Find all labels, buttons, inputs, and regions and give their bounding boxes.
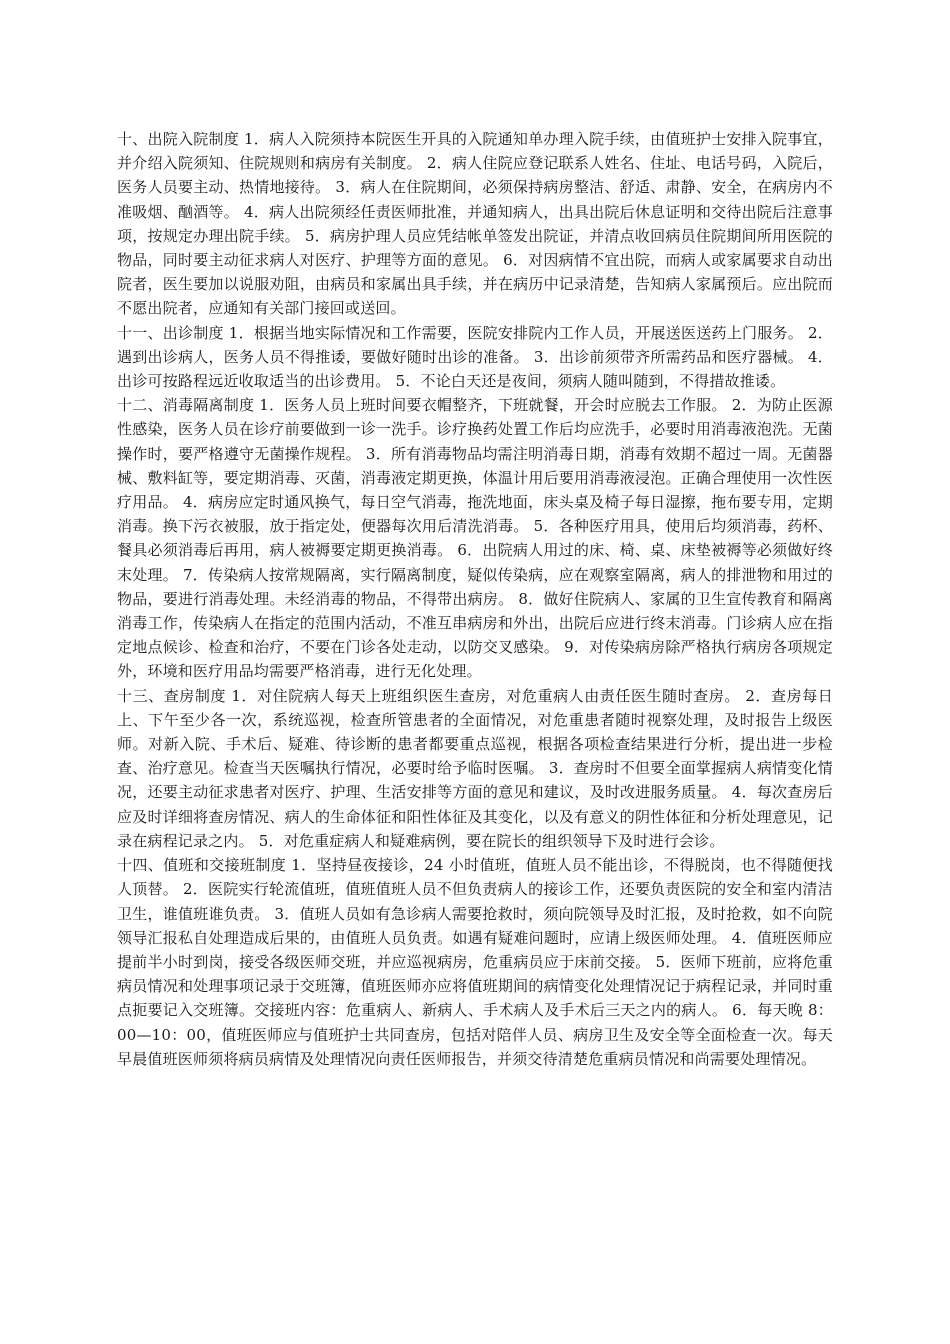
- section-body: 1．医务人员上班时间要衣帽整齐，下班就餐，开会时应脱去工作服。 2．为防止医源性感染，医务人员在诊疗前要做到一诊一洗手。诊疗换药处置工作后均应洗手，必要时用消毒液泡洗。无菌操作时，要严格遵守无菌操作规程。 3．所有消毒物品均需注明消毒日期，消毒有效期不超过一周。无菌器械、敷料缸等，要定期消毒、灭菌，消毒液定期更换，体温计用后要用消毒液浸泡。正确合理使用一次性医疗用品。 4．病房应定时通风换气，每日空气消毒，拖洗地面，床头桌及椅子每日湿擦，拖布要专用，定期消毒。换下污衣被服，放于指定处，便器每次用后清洗消毒。 5．各种医疗用具，使用后均须消毒，药杯、餐具必须消毒后再用，病人被褥要定期更换消毒。 6．出院病人用过的床、椅、桌、床垫被褥等必须做好终末处理。 7．传染病人按常规隔离，实行隔离制度，疑似传染病，应在观察室隔离，病人的排泄物和用过的物品，要进行消毒处理。未经消毒的物品，不得带出病房。 8．做好住院病人、家属的卫生宣传教育和隔离消毒工作，传染病人在指定的范围内活动，不准互串病房和外出，出院后应进行终末消毒。门诊病人应在指定地点候诊、检查和治疗，不要在门诊各处走动，以防交叉感染。 9．对传染病房除严格执行病房各项规定外，环境和医疗用品均需要严格消毒，进行无化处理。: [117, 396, 833, 681]
- section-body: 1．病人入院须持本院医生开具的入院通知单办理入院手续，由值班护士安排入院事宜，并介绍入院须知、住院规则和病房有关制度。 2．病人住院应登记联系人姓名、住址、电话号码，入院后，医务人员要主动、热情地接待。 3．病人在住院期间，必须保持病房整洁、舒适、肃静、安全，在病房内不准吸烟、酗酒等。 4．病人出院须经任责医师批准，并通知病人，出具出院后休息证明和交待出院后注意事项，按规定办理出院手续。 5．病房护理人员应凭结帐单签发出院证，并清点收回病员住院期间所用医院的物品，同时要主动征求病人对医疗、护理等方面的意见。 6．对因病情不宜出院，而病人或家属要求自动出院者，医生要加以说服劝阻，由病员和家属出具手续，并在病历中记录清楚，告知病人家属预后。应出院而不愿出院者，应通知有关部门接回或送回。: [117, 130, 833, 318]
- document-page: [117, 127, 833, 1071]
- section-disinfection-isolation: [117, 393, 833, 683]
- section-body: 1．根据当地实际情况和工作需要，医院安排院内工作人员，开展送医送药上门服务。 2．遇到出诊病人，医务人员不得推诿，要做好随时出诊的准备。 3．出诊前须带齐所需药品和医疗器械。 4．出诊可按路程远近收取适当的出诊费用。 5．不论白天还是夜间，须病人随叫随到，不得措故推诿。: [117, 323, 833, 391]
- section-title: 十四、值班和交接班制度: [117, 856, 287, 875]
- section-title: 十三、查房制度: [117, 686, 227, 705]
- section-duty-handover: [117, 853, 833, 1071]
- section-title: 十、出院入院制度: [117, 130, 239, 148]
- section-discharge-admission: [117, 127, 833, 321]
- section-title: 十一、出诊制度: [117, 323, 224, 342]
- section-house-call: [117, 321, 833, 394]
- section-ward-rounds: [117, 684, 833, 853]
- section-title: 十二、消毒隔离制度: [117, 396, 255, 415]
- section-body: 1．对住院病人每天上班组织医生查房，对危重病人由责任医生随时查房。 2．查房每日上、下午至少各一次，系统巡视，检查所管患者的全面情况，对危重患者随时视察处理，及时报告上级医师。对新入院、手术后、疑难、待诊断的患者都要重点巡视，根据各项检查结果进行分析，提出进一步检查、治疗意见。检查当天医嘱执行情况，必要时给予临时医嘱。 3．查房时不但要全面掌握病人病情变化情况，还要主动征求患者对医疗、护理、生活安排等方面的意见和建议，及时改进服务质量。 4．每次查房后应及时详细将查房情况、病人的生命体征和阳性体征及其变化，以及有意义的阴性体征和分析处理意见，记录在病程记录之内。 5．对危重症病人和疑难病例，要在院长的组织领导下及时进行会诊。: [117, 686, 833, 850]
- section-body: 1．坚持昼夜接诊，24 小时值班，值班人员不能出诊，不得脱岗，也不得随便找人顶替。 2．医院实行轮流值班，值班值班人员不但负责病人的接诊工作，还要负责医院的安全和室内清洁卫生，谁值班谁负责。 3．值班人员如有急诊病人需要抢救时，须向院领导及时汇报，及时抢救，如不向院领导汇报私自处理造成后果的，由值班人员负责。如遇有疑难问题时，应请上级医师处理。 4．值班医师应提前半小时到岗，接受各级医师交班，并应巡视病房，危重病员应于床前交接。 5．医师下班前，应将危重病员情况和处理事项记录于交班簿，值班医师亦应将值班期间的病情变化处理情况记于病程记录，并同时重点扼要记入交班簿。交接班内容：危重病人、新病人、手术病人及手术后三天之内的病人。 6．每天晚 8：00—10：00，值班医师应与值班护士共同查房，包括对陪伴人员、病房卫生及安全等全面检查一次。每天早晨值班医师须将病员病情及处理情况向责任医师报告，并须交待清楚危重病员情况和尚需要处理情况。: [117, 856, 833, 1068]
